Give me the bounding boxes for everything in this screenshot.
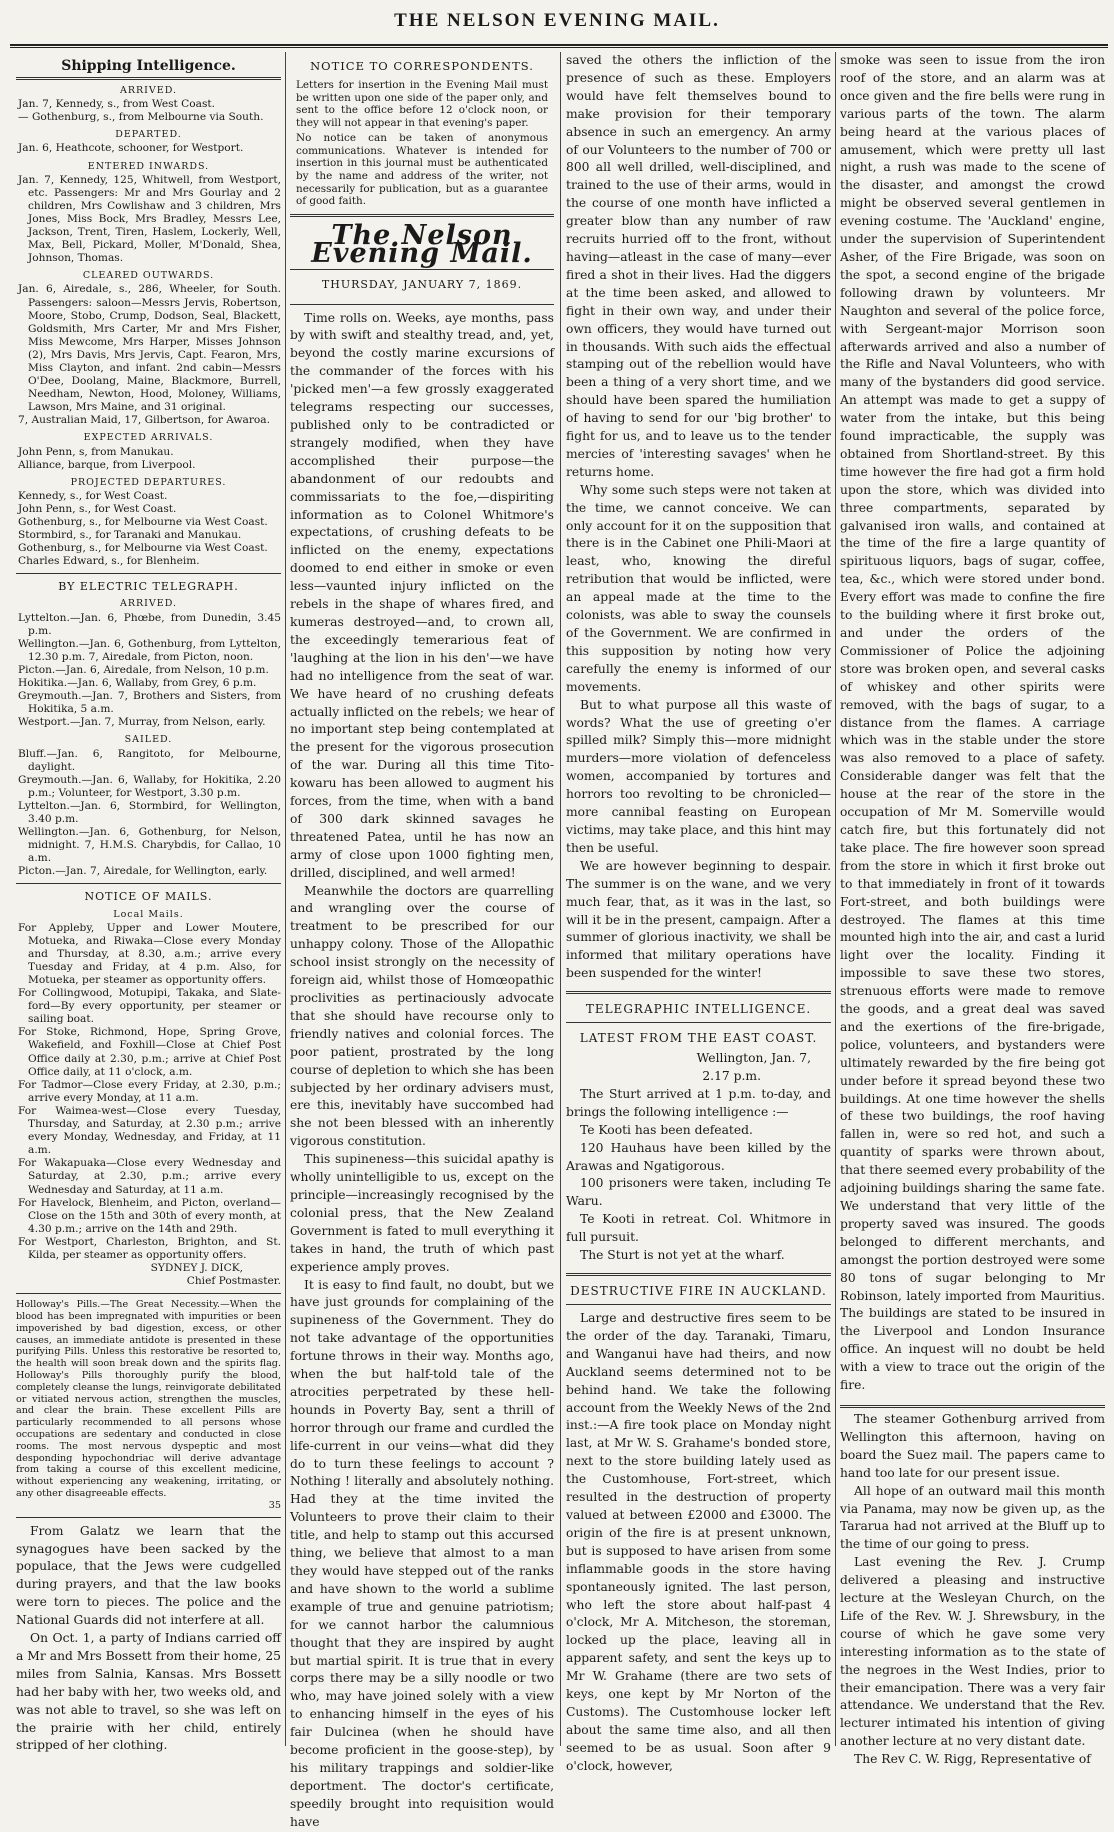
telegram-line: Te Kooti in retreat. Col. Whitmore in full pursuit. xyxy=(566,1212,831,1245)
column-divider xyxy=(835,52,836,1746)
shipping-entry: 7, Australian Maid, 17, Gilbertson, for Awaroa. xyxy=(18,414,270,427)
telegraph-entry: Lyttelton.—Jan. 6, Stormbird, for Wellington, 3.40 p.m. xyxy=(18,799,281,825)
shipping-entry: Jan. 6, Airedale, s., 286, Wheeler, for South. Passengers: saloon—Messrs Jervis, Robertson, Moore, Stobo, Crump, Dodson, Seal, Blackett, Goldsmith, Mrs Carter, Mr and Mrs Fisher, Miss Mewcome, Mrs Harper, Misses Johnson (2), Mrs Davis, Mrs Jervis, Capt. Fearon, Mrs, Miss Clayton, and infant. 2nd cabin—Messrs O'Dee, Doolang, Maine, Blackmore, Burrell, Needham, Newton, Hood, Moloney, Williams, Lawson, Mrs Maine, and 31 original. xyxy=(18,283,281,414)
telegraph-entry: Picton.—Jan. 7, Airedale, for Wellington, early. xyxy=(18,865,268,878)
shipping-entry: Jan. 6, Heathcote, schooner, for Westport. xyxy=(18,142,244,155)
fire-heading: DESTRUCTIVE FIRE IN AUCKLAND. xyxy=(570,1284,827,1298)
news-paragraph: On Oct. 1, a party of Indians carried off a Mr and Mrs Bossett from their home, 25 miles from Salnia, Kansas. Mrs Bossett had her baby with her, two weeks old, and was not able to travel, so she was left on the prairie with her child, entirely stripped of her clothing. xyxy=(16,1631,281,1753)
column-4 xyxy=(840,52,1105,1767)
telegram-line: 120 Hauhaus have been killed by the Arawas and Ngatigorous. xyxy=(566,1140,831,1173)
editorial-paragraph: This supineness—this suicidal apathy is wholly unintelligible to us, except on the principle—increasingly recognised by the colonial press, that the New Zealand Government is fated to mull everything it takes in hand, the truth of which past experience amply proves. xyxy=(290,1152,554,1274)
editorial-paragraph: But to what purpose all this waste of words? What the use of greeting o'er spilled milk? Simply this—more midnight murders—more violation of defenceless women, accompanied by tortures and horrors too revolting to be chronicled—more cannibal feasting on European victims, may take place, and this hint may then be useful. xyxy=(566,697,831,855)
column-3 xyxy=(566,52,831,1773)
telegraph-entry: Picton.—Jan. 6, Airedale, from Nelson, 10 p.m. xyxy=(18,663,269,676)
local-paragraph: Last evening the Rev. J. Crump delivered a pleasing and instructive lecture at the Wesleyan Church, on the Life of the Rev. W. J. Shrewsbury, in the course of which he gave some very interesting information as to the state of the negroes in the West Indies, prior to their emancipation. There was a very fair attendance. We understand that the Rev. lecturer intimated his intention of giving another lecture at no very distant date. xyxy=(840,1555,1105,1749)
fire-paragraph: smoke was seen to issue from the iron roof of the store, and an alarm was at once given and the fire bells were rung in various parts of the town. The alarm being heard at the various places of amusement, which were pretty ull last night, a rush was made to the scene of the disaster, and amongst the crowd might be observed several gentlemen in evening costume. The 'Auckland' engine, under the supervision of Superintendent Asher, of the Fire Brigade, was soon on the spot, a second engine of the brigade following drawn by volunteers. Mr Naughton and several of the police force, with Sergeant-major Morrison soon afterwards arrived and also a number of the Rifle and Naval Volunteers, who with many of the bystanders did good service. An attempt was made to get a suppy of water from the intake, but this being found impracticable, the supply was obtained from Shortland-street. By this time however the fire had got a firm hold upon the store, which was divided into three compartments, separated by galvanised iron walls, and contained at the time of the fire a large quantity of spirituous liquors, bags of sugar, coffee, tea, &c., which were stored under bond. Every effort was made to confine the fire to the building where it first broke out, and under the orders of the Commissioner of Police the adjoining store was broken open, and several casks of whiskey and other spirits were removed, with the bags of sugar, to a distance from the flames. A carriage which was in the stable under the store was also removed to a place of safety. Considerable danger was felt that the house at the rear of the store in the occupation of Mr M. Somerville would catch fire, but this fortunately did not take place. The fire however soon spread from the store in which it first broke out to that immediately in front of it towards Fort-street, and both buildings were destroyed. The flames at this time mounted high into the air, and cast a lurid light over the locality. Finding it impossible to save these two stores, strenuous efforts were made to remove the goods, and a great deal was saved and the exertions of the fire-brigade, police, volunteers, and bystanders were ultimately rewarded by the fire being got under before it spread beyond these two buildings. At one time however the shells of these two buildings, the roof having fallen in, were so red hot, and such a quantity of sparks were thrown about, that there seemed every probability of the adjoining buildings sharing the same fate. We understand that very little of the property saved was insured. The goods belonged to different merchants, and amongst the portion destroyed were some 80 tons of sugar belonging to Mr Robinson, lately imported from Mauritius. The buildings are stated to be insured in the Liverpool and London Insurance office. An inquest will no doubt be held with a view to trace out the origin of the fire. xyxy=(840,53,1105,1393)
telegraph-entry: Wellington.—Jan. 6, Gothenburg, from Lyttelton, 12.30 p.m. 7, Airedale, from Picton, noon. xyxy=(18,637,281,663)
telegraph-arrived-label: ARRIVED. xyxy=(119,598,177,610)
mail-entry: For Stoke, Richmond, Hope, Spring Grove, Wakefield, and Foxhill—Close at Chief Post Office daily at 2.30, p.m.; arrive at Chief Post Office daily, at 11 o'clock, a.m. xyxy=(18,1026,281,1078)
editorial-paragraph: Why some such steps were not taken at the time, we cannot conceive. We can only account for it on the supposition that there is in the Cabinet one Phili-Maori at least, who, knowing the direful retribution that would be inflicted, were an appeal made at the time to the colonists, was able to sway the counsels of the Government. We are confirmed in this supposition by noting how very carefully the enemy is informed of our movements. xyxy=(566,482,831,694)
shipping-entry: Kennedy, s., for West Coast. xyxy=(18,489,168,502)
divider xyxy=(16,1517,281,1518)
telegram-line: The Sturt is not yet at the wharf. xyxy=(580,1248,785,1263)
newspaper-title: THE NELSON EVENING MAIL. xyxy=(394,10,720,31)
telegraph-entry: Wellington.—Jan. 6, Gothenburg, for Nelson, midnight. 7, H.M.S. Charybdis, for Callao, 10 a.m. xyxy=(18,826,281,865)
telegraph-entry: Westport.—Jan. 7, Murray, from Nelson, early. xyxy=(18,716,266,729)
fire-paragraph: Large and destructive fires seem to be the order of the day. Taranaki, Timaru, and Wanganui have had theirs, and now Auckland seems determined not to be behind hand. We take the following account from the Weekly News of the 2nd inst.:—A fire took place on Monday night last, at Mr W. S. Grahame's bonded store, next to the store building lately used as the Customhouse, Fort-street, which resulted in the destruction of property valued at between £2000 and £3000. The origin of the fire is at present unknown, but is supposed to have arisen from some inflammable goods in the store having spontaneously ignited. The last person, who left the store about half-past 4 o'clock, Mr A. Mitcheson, the storeman, locked up the place, leaving all in apparent safety, and sent the keys up to Mr W. Grahame (there are two sets of keys, one kept by Mr Norton of the Customs). The Customhouse locker left about the same time also, and all then seemed to be as usual. Soon after 9 o'clock, however, xyxy=(566,1311,831,1773)
telegram-line: Te Kooti has been defeated. xyxy=(580,1122,753,1137)
projected-label: PROJECTED DEPARTURES. xyxy=(70,476,227,488)
correspondents-heading: NOTICE TO CORRESPONDENTS. xyxy=(310,59,534,73)
telegraph-sailed-label: SAILED. xyxy=(124,734,173,746)
shipping-entry: John Penn, s., for West Coast. xyxy=(18,502,177,515)
telegraph-entry: Greymouth.—Jan. 7, Brothers and Sisters, from Hokitika, 5 a.m. xyxy=(18,690,281,716)
column-divider xyxy=(285,52,286,1746)
mail-entry: For Havelock, Blenheim, and Picton, overland—Close on the 15th and 30th of every month, at 4.30 p.m.; arrive on the 14th and 29th. xyxy=(18,1196,281,1235)
divider xyxy=(290,269,554,270)
column-2 xyxy=(290,52,554,1829)
mail-entry: For Wakapuaka—Close every Wednesday and Saturday, at 2.30, p.m.; arrive every Wednesday and Saturday, at 11 a.m. xyxy=(18,1157,281,1196)
shipping-entry: Jan. 7, Kennedy, 125, Whitwell, from Westport, etc. Passengers: Mr and Mrs Gourlay and 2 children, Mrs Cowlishaw and 3 children, Mrs Jones, Miss Bock, Mrs Bradley, Messrs Lee, Jackson, Trent, Tiren, Haslem, Lockerly, Well, Max, Bell, Pickard, Moller, M'Donald, Shea, Johnson, Thomas. xyxy=(18,173,281,265)
divider xyxy=(290,304,554,305)
telegram-line: The Sturt arrived at 1 p.m. to-day, and brings the following intelligence :— xyxy=(566,1086,831,1119)
local-paragraph: The Rev C. W. Rigg, Representative of xyxy=(854,1752,1091,1767)
postmaster-title: Chief Postmaster. xyxy=(186,1275,281,1288)
editorial-paragraph: Meanwhile the doctors are quarrelling and wrangling over the course of treatment to be prescribed for our unhappy colony. Those of the Allopathic school insist strongly on the necessity of foreign aid, whilst those of Homœopathic proclivities as pertinaciously advocate that she should have recourse only to friendly natives and colonial forces. The poor patient, prostrated by the long course of depletion to which she has been subjected by her ordinary advisers must, ere this, inevitably have succombed had she not been blessed with an inherently vigorous constitution. xyxy=(290,883,554,1149)
local-paragraph: The steamer Gothenburg arrived from Wellington this afternoon, having on board the Suez mail. The papers came to hand too late for our present issue. xyxy=(840,1411,1105,1480)
shipping-entry: Stormbird, s., for Taranaki and Manukau. xyxy=(18,529,242,542)
column-divider xyxy=(560,52,561,1746)
holloway-advert: Holloway's Pills.—The Great Necessity.—When the blood has been impregnated with impurities or been impoverished by bad digestion, excess, or other causes, an immediate antidote is presented in these purifying Pills. Unless this restorative be resorted to, the health will soon break down and the spirits flag. Holloway's Pills thoroughly purify the blood, completely cleanse the lungs, reinvigorate debilitated or vitiated nervous action, strengthen the muscles, and clear the brain. These excellent Pills are particularly recommended to all persons whose occupations are sedentary and conducted in close rooms. The most nervous dyspeptic and most desponding hypochondriac will derive advantage from taking a course of this excellent medicine, without experiencing any weakening, irritating, or any other disagreeable effects. xyxy=(16,1299,281,1499)
local-paragraph: All hope of an outward mail this month via Panama, may now be given up, as the Tararua had not arrived at the Bluff up to the time of our going to press. xyxy=(840,1483,1105,1552)
outwards-label: CLEARED OUTWARDS. xyxy=(82,270,215,282)
telegraph-entry: Greymouth.—Jan. 6, Wallaby, for Hokitika, 2.20 p.m.; Volunteer, for Westport, 3.30 p.m. xyxy=(18,773,281,799)
divider xyxy=(566,1273,831,1276)
advert-number: 35 xyxy=(268,1499,281,1511)
inwards-label: ENTERED INWARDS. xyxy=(87,160,210,172)
correspondents-notice: No notice can be taken of anonymous communications. Whatever is intended for insertion in this journal must be authenticated by the name and address of the writer, not necessarily for publication, but as a guarantee of good faith. xyxy=(296,132,548,208)
mails-subheading: Local Mails. xyxy=(113,908,184,920)
expected-label: EXPECTED ARRIVALS. xyxy=(83,432,214,444)
correspondents-notice: Letters for insertion in the Evening Mail must be written upon one side of the paper only, and sent to the office before 12 o'clock noon, or they will not appear in that evening's paper. xyxy=(296,78,548,129)
dateline-place: Wellington, Jan. 7, xyxy=(696,1051,811,1066)
shipping-entry: — Gothenburg, s., from Melbourne via South. xyxy=(18,111,264,124)
telegraph-entry: Hokitika.—Jan. 6, Wallaby, from Grey, 6 p.m. xyxy=(18,677,257,690)
mails-heading: NOTICE OF MAILS. xyxy=(84,890,213,904)
newspaper-nameplate: The Nelson Evening Mail. xyxy=(311,219,533,269)
east-coast-heading: LATEST FROM THE EAST COAST. xyxy=(579,1031,818,1046)
shipping-entry: Gothenburg, s., for Melbourne via West Coast. xyxy=(18,516,268,528)
telegraph-entry: Lyttelton.—Jan. 6, Phœbe, from Dunedin, 3.45 p.m. xyxy=(18,611,281,637)
issue-date: THURSDAY, JANUARY 7, 1869. xyxy=(321,277,523,291)
telegraph-heading: BY ELECTRIC TELEGRAPH. xyxy=(58,580,239,594)
editorial-paragraph: Time rolls on. Weeks, aye months, pass by with swift and stealthy tread, and, yet, beyond the costly marine excursions of the commander of the forces with his 'picked men'—a few grossly exaggerated telegrams respecting our successes, published only to be contradicted or strangely modified, when they have accomplished their purpose—the abandonment of our redoubts and commissariats to the foe,—dispiriting information as to Colonel Whitmore's expectations, of crushing defeats to be inflicted on the enemy, expectations doomed to end either in smoke or even less—vaunted injury inflicted on the rebels in the shape of whares fired, and kumeras destroyed—and, to crown all, the exceedingly temerarious feat of 'laughing at the lion in his den'—we have had no intelligence from the seat of war. We have heard of no crushing defeats actually inflicted on the rebels; we hear of no important step being contemplated at the present for the vigorous prosecution of the war. During all this time Tito-kowaru has been allowed to augment his forces, from the time, when with a band of 300 dark skinned savages he threatened Patea, until he has now an army of close upon 1000 fighting men, drilled, disciplined, and well armed! xyxy=(290,310,554,880)
column-1 xyxy=(16,52,281,1753)
divider xyxy=(290,214,554,217)
telegraph-entry: Bluff.—Jan. 6, Rangitoto, for Melbourne, daylight. xyxy=(18,747,281,773)
mail-entry: For Waimea-west—Close every Tuesday, Thursday, and Saturday, at 2.30 p.m.; arrive every Monday, Wednesday, and Friday, at 11 a.m. xyxy=(18,1104,281,1157)
shipping-heading: Shipping Intelligence. xyxy=(61,58,236,74)
mail-entry: For Collingwood, Motupipi, Takaka, and Slate-ford—By every opportunity, per steamer or sailing boat. xyxy=(18,987,281,1026)
divider xyxy=(16,77,281,80)
divider xyxy=(566,991,831,994)
divider xyxy=(16,883,281,884)
shipping-entry: Jan. 7, Kennedy, s., from West Coast. xyxy=(18,98,216,111)
shipping-entry: Charles Edward, s., for Blenheim. xyxy=(18,555,200,568)
header-rule xyxy=(10,44,1108,48)
divider xyxy=(566,1022,831,1023)
postmaster-signature: SYDNEY J. DICK, xyxy=(150,1262,243,1275)
editorial-paragraph: saved the others the infliction of the presence of such as these. Employers would have felt themselves bound to make provision for their temporary absence in such an emergency. An army of our Volunteers to the number of 700 or 800 all well drilled, well-disciplined, and trained to the use of their arms, would in the course of one month have inflicted a greater blow than any number of raw recruits hurried off to the front, without having—atleast in the case of many—ever fired a shot in their lives. Had the diggers at the time been asked, and allowed to fight in their own way, and under their own officers, they would have turned out in thousands. With such aids the effectual stamping out of the rebellion would have been a thing of a very short time, and we should have been spared the humiliation of having to send for our 'big brother' to fight for us, and to leave us to the tender mercies of 'interesting savages' when he returns home. xyxy=(566,53,831,479)
telegram-line: 100 prisoners were taken, including Te Waru. xyxy=(566,1176,831,1209)
departed-label: DEPARTED. xyxy=(115,129,182,141)
shipping-entry: Gothenburg, s., for Melbourne via West Coast. xyxy=(18,542,268,555)
shipping-entry: Alliance, barque, from Liverpool. xyxy=(18,458,196,471)
mail-entry: For Appleby, Upper and Lower Moutere, Motueka, and Riwaka—Close every Monday and Thursday, at 8.30, a.m.; arrive every Tuesday and Friday, at 4 p.m. Also, for Motueka, per steamer as opportunity offers. xyxy=(18,921,281,986)
news-paragraph: From Galatz we learn that the synagogues have been sacked by the populace, that the Jews were cudgelled during prayers, and that the law books were torn to pieces. The police and the National Guards did not interfere at all. xyxy=(16,1523,281,1628)
arrived-label: ARRIVED. xyxy=(119,85,177,97)
mail-entry: For Westport, Charleston, Brighton, and St. Kilda, per steamer as opportunity offers. xyxy=(18,1235,281,1261)
mail-entry: For Tadmor—Close every Friday, at 2.30, p.m.; arrive every Monday, at 11 a.m. xyxy=(18,1078,281,1104)
editorial-paragraph: We are however beginning to despair. The summer is on the wane, and we very much fear, that, as it was in the last, so will it be in the present, campaign. After a summer of glorious inactivity, we shall be informed that military operations have been suspended for the winter! xyxy=(566,858,831,981)
divider xyxy=(566,1304,831,1305)
dateline-time: 2.17 p.m. xyxy=(702,1069,761,1084)
divider xyxy=(840,1405,1105,1408)
masthead xyxy=(0,0,1114,34)
divider xyxy=(16,573,281,574)
shipping-entry: John Penn, s, from Manukau. xyxy=(18,445,174,458)
divider xyxy=(16,1293,281,1294)
telegraphic-heading: TELEGRAPHIC INTELLIGENCE. xyxy=(585,1002,812,1017)
editorial-paragraph: It is easy to find fault, no doubt, but we have just grounds for complaining of the supineness of the Government. They do not take advantage of the opportunities fortune throws in their way. Months ago, when the but half-told tale of the atrocities perpetrated by these hell-hounds in Poverty Bay, sent a thrill of horror through our frame and curdled the life-current in our veins—what did they do to turn these feelings to account ? Nothing ! literally and absolutely nothing. Had they at the time invited the Volunteers to prove their claim to their title, and help to stamp out this accursed thing, we believe that almost to a man they would have stepped out of the ranks and have shown to the world a sublime example of true and genuine patriotism; for we cannot harbor the calumnious thought that they are inspired by aught but martial spirit. It is true that in every corps there may be a silly noodle or two who, may have joined solely with a view to enhancing himself in the eyes of his fair Dulcinea (when he should have become proficient in the goose-step), by his military trappings and soldier-like deportment. The doctor's certificate, speedily brought into requisition would have xyxy=(290,1277,554,1829)
